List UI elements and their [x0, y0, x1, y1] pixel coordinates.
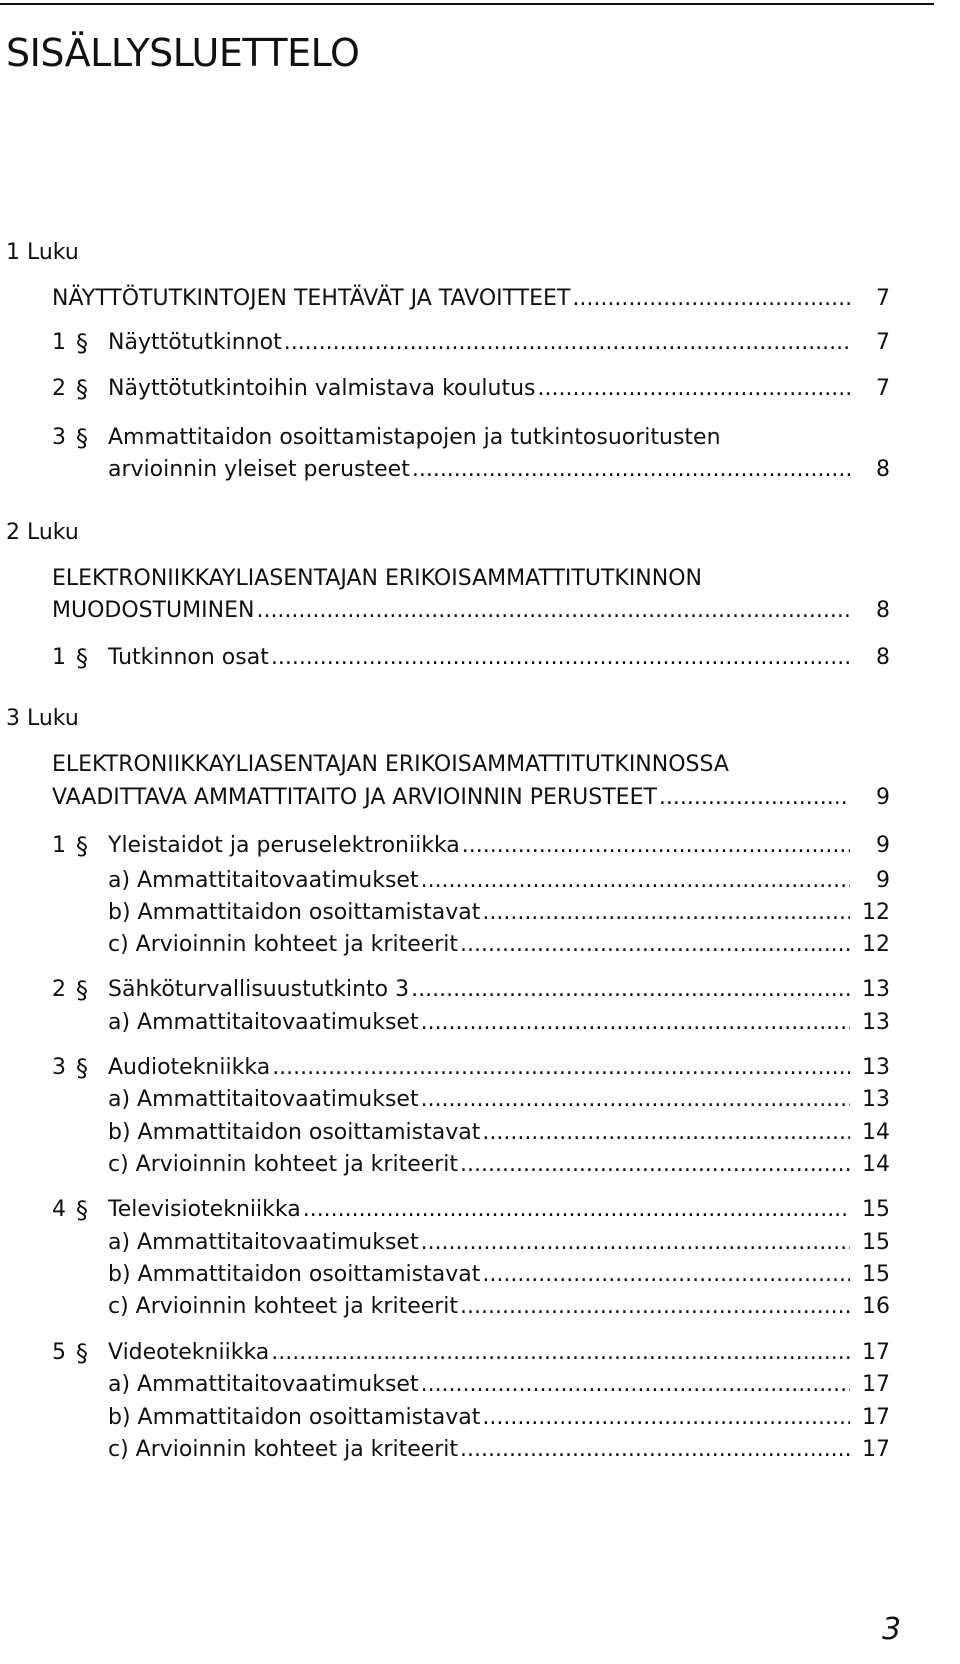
entry-text: arvioinnin yleiset perusteet	[108, 457, 410, 482]
section-number: 1	[52, 645, 66, 670]
entry-page-number: 16	[862, 1294, 890, 1319]
dot-leader	[538, 374, 850, 404]
section-sign: §	[76, 1054, 88, 1082]
entry-page-number: 12	[862, 932, 890, 957]
toc-entry-subsection[interactable]	[108, 1150, 890, 1180]
entry-text: b) Ammattitaidon osoittamistavat	[108, 1120, 481, 1145]
entry-page-number: 7	[876, 376, 890, 401]
toc-entry-section[interactable]	[108, 1053, 890, 1083]
section-number: 1	[52, 330, 66, 355]
entry-text: Näyttötutkintoihin valmistava koulutus	[108, 376, 536, 401]
chapter-label: 3 Luku	[6, 706, 79, 731]
dot-leader	[482, 898, 850, 928]
toc-entry-section[interactable]	[108, 1195, 890, 1225]
entry-text: c) Arvioinnin kohteet ja kriteerit	[108, 1294, 459, 1319]
dot-leader	[271, 643, 850, 673]
toc-entry-chapter-heading[interactable]	[52, 783, 890, 813]
toc-entry-subsection[interactable]	[108, 1292, 890, 1322]
dot-leader	[411, 975, 850, 1005]
toc-entry-subsection[interactable]	[108, 1370, 890, 1400]
entry-page-number: 17	[862, 1405, 890, 1430]
page-title: SISÄLLYSLUETTELO	[6, 31, 360, 75]
dot-leader	[659, 783, 850, 813]
dot-leader	[303, 1195, 850, 1225]
section-number: 3	[52, 1055, 66, 1080]
entry-page-number: 13	[862, 1087, 890, 1112]
entry-text: a) Ammattitaitovaatimukset	[108, 1230, 419, 1255]
entry-text: Audiotekniikka	[108, 1055, 271, 1080]
dot-leader	[284, 328, 850, 358]
toc-entry-subsection[interactable]	[108, 1008, 890, 1038]
dot-leader	[421, 1085, 850, 1115]
entry-page-number: 9	[876, 868, 890, 893]
chapter-label: 1 Luku	[6, 240, 79, 265]
toc-entry-section[interactable]	[108, 455, 890, 485]
dot-leader	[572, 284, 850, 314]
entry-text: b) Ammattitaidon osoittamistavat	[108, 1405, 481, 1430]
entry-page-number: 9	[876, 833, 890, 858]
dot-leader	[271, 1338, 850, 1368]
entry-page-number: 17	[862, 1437, 890, 1462]
entry-text: a) Ammattitaitovaatimukset	[108, 868, 419, 893]
entry-page-number: 8	[876, 598, 890, 623]
entry-text: Tutkinnon osat	[108, 645, 269, 670]
entry-text: VAADITTAVA AMMATTITAITO JA ARVIOINNIN PERUSTEET	[52, 785, 657, 810]
entry-text: c) Arvioinnin kohteet ja kriteerit	[108, 932, 459, 957]
section-number: 4	[52, 1197, 66, 1222]
section-number: 2	[52, 977, 66, 1002]
entry-page-number: 15	[862, 1197, 890, 1222]
toc-entry-subsection[interactable]	[108, 1228, 890, 1258]
section-sign: §	[76, 329, 88, 357]
toc-entry-chapter-heading[interactable]	[52, 596, 890, 626]
section-number: 2	[52, 376, 66, 401]
dot-leader	[460, 930, 850, 960]
section-sign: §	[76, 832, 88, 860]
dot-leader	[256, 596, 850, 626]
toc-entry-section[interactable]	[108, 374, 890, 404]
entry-text: c) Arvioinnin kohteet ja kriteerit	[108, 1152, 459, 1177]
entry-text: b) Ammattitaidon osoittamistavat	[108, 900, 481, 925]
entry-text: a) Ammattitaitovaatimukset	[108, 1372, 419, 1397]
section-number: 5	[52, 1340, 66, 1365]
entry-page-number: 17	[862, 1340, 890, 1365]
toc-entry-section[interactable]	[108, 328, 890, 358]
entry-page-number: 17	[862, 1372, 890, 1397]
dot-leader	[460, 1292, 850, 1322]
entry-page-number: 12	[862, 900, 890, 925]
dot-leader	[272, 1053, 850, 1083]
section-sign: §	[76, 976, 88, 1004]
entry-text: c) Arvioinnin kohteet ja kriteerit	[108, 1437, 459, 1462]
dot-leader	[412, 455, 850, 485]
dot-leader	[460, 1435, 850, 1465]
entry-text: Näyttötutkinnot	[108, 330, 282, 355]
toc-entry-subsection[interactable]	[108, 1118, 890, 1148]
entry-page-number: 14	[862, 1120, 890, 1145]
entry-page-number: 8	[876, 645, 890, 670]
entry-page-number: 8	[876, 457, 890, 482]
entry-page-number: 15	[862, 1230, 890, 1255]
toc-entry-subsection[interactable]	[108, 1435, 890, 1465]
section-title: Ammattitaidon osoittamistapojen ja tutkintosuoritusten	[108, 425, 721, 450]
dot-leader	[421, 1008, 850, 1038]
dot-leader	[482, 1260, 850, 1290]
entry-text: Televisiotekniikka	[108, 1197, 301, 1222]
toc-entry-section[interactable]	[108, 643, 890, 673]
section-number: 3	[52, 425, 66, 450]
dot-leader	[421, 866, 850, 896]
section-sign: §	[76, 1339, 88, 1367]
dot-leader	[421, 1228, 850, 1258]
toc-entry-section[interactable]	[108, 831, 890, 861]
entry-page-number: 13	[862, 1055, 890, 1080]
entry-page-number: 15	[862, 1262, 890, 1287]
dot-leader	[482, 1403, 850, 1433]
chapter-heading: ELEKTRONIIKKAYLIASENTAJAN ERIKOISAMMATTITUTKINNON	[52, 566, 702, 591]
toc-entry-subsection[interactable]	[108, 1260, 890, 1290]
toc-entry-section[interactable]	[108, 1338, 890, 1368]
dot-leader	[482, 1118, 850, 1148]
entry-text: Videotekniikka	[108, 1340, 270, 1365]
toc-entry-subsection[interactable]	[108, 930, 890, 960]
entry-page-number: 13	[862, 977, 890, 1002]
section-number: 1	[52, 833, 66, 858]
entry-page-number: 7	[876, 286, 890, 311]
toc-entry-subsection[interactable]	[108, 1403, 890, 1433]
entry-text: NÄYTTÖTUTKINTOJEN TEHTÄVÄT JA TAVOITTEET	[52, 286, 571, 311]
entry-page-number: 13	[862, 1010, 890, 1035]
section-sign: §	[76, 375, 88, 403]
toc-entry-section[interactable]	[108, 975, 890, 1005]
dot-leader	[462, 831, 850, 861]
dot-leader	[421, 1370, 850, 1400]
entry-text: MUODOSTUMINEN	[52, 598, 255, 623]
dot-leader	[460, 1150, 850, 1180]
section-sign: §	[76, 644, 88, 672]
entry-text: a) Ammattitaitovaatimukset	[108, 1087, 419, 1112]
section-sign: §	[76, 1196, 88, 1224]
section-sign: §	[76, 424, 88, 452]
chapter-label: 2 Luku	[6, 520, 79, 545]
toc-entry-chapter-heading[interactable]	[52, 284, 890, 314]
entry-text: Sähköturvallisuustutkinto 3	[108, 977, 410, 1002]
entry-text: a) Ammattitaitovaatimukset	[108, 1010, 419, 1035]
entry-page-number: 7	[876, 330, 890, 355]
chapter-heading: ELEKTRONIIKKAYLIASENTAJAN ERIKOISAMMATTITUTKINNOSSA	[52, 752, 729, 777]
entry-text: b) Ammattitaidon osoittamistavat	[108, 1262, 481, 1287]
toc-entry-subsection[interactable]	[108, 898, 890, 928]
entry-page-number: 14	[862, 1152, 890, 1177]
toc-entry-subsection[interactable]	[108, 866, 890, 896]
entry-page-number: 9	[876, 785, 890, 810]
toc-entry-subsection[interactable]	[108, 1085, 890, 1115]
entry-text: Yleistaidot ja peruselektroniikka	[108, 833, 460, 858]
page-number: 3	[882, 1612, 902, 1647]
